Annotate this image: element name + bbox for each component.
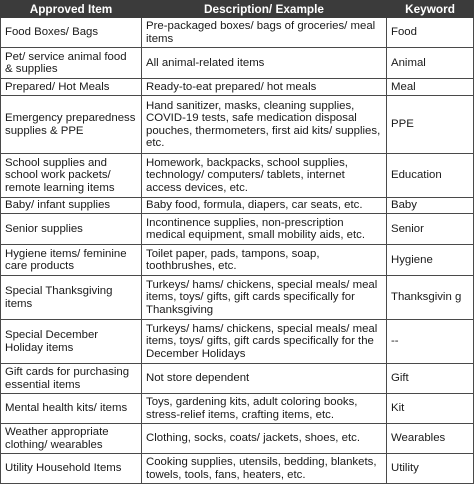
table-row <box>1 364 474 394</box>
approved-item-cell: Baby/ infant supplies <box>1 198 142 214</box>
keyword-cell: Utility <box>387 454 474 484</box>
header-approved-item: Approved Item <box>1 1 142 18</box>
approved-item-cell: Special Thanksgiving items <box>1 276 142 320</box>
keyword-cell: Kit <box>387 394 474 424</box>
description-cell: All animal-related items <box>142 48 387 79</box>
approved-item-cell: Senior supplies <box>1 214 142 245</box>
keyword-cell: PPE <box>387 96 474 154</box>
approved-item-cell: Utility Household Items <box>1 454 142 484</box>
keyword-cell: Thanksgivin g <box>387 276 474 320</box>
table-row <box>1 96 474 154</box>
table-row <box>1 79 474 96</box>
description-cell: Toilet paper, pads, tampons, soap, toothbrushes, etc. <box>142 245 387 276</box>
description-cell: Pre-packaged boxes/ bags of groceries/ meal items <box>142 18 387 48</box>
description-cell: Toys, gardening kits, adult coloring books, stress-relief items, crafting items, etc. <box>142 394 387 424</box>
table-row <box>1 198 474 214</box>
table-row <box>1 424 474 454</box>
table-row <box>1 276 474 320</box>
description-cell: Homework, backpacks, school supplies, technology/ computers/ tablets, internet access devices, etc. <box>142 154 387 198</box>
description-cell: Ready-to-eat prepared/ hot meals <box>142 79 387 96</box>
keyword-cell: Gift <box>387 364 474 394</box>
approved-item-cell: Mental health kits/ items <box>1 394 142 424</box>
description-cell: Baby food, formula, diapers, car seats, etc. <box>142 198 387 214</box>
approved-item-cell: School supplies and school work packets/ remote learning items <box>1 154 142 198</box>
keyword-cell: Wearables <box>387 424 474 454</box>
description-cell: Cooking supplies, utensils, bedding, blankets, towels, tools, fans, heaters, etc. <box>142 454 387 484</box>
keyword-cell: Animal <box>387 48 474 79</box>
approved-item-cell: Emergency preparedness supplies & PPE <box>1 96 142 154</box>
approved-item-cell: Gift cards for purchasing essential items <box>1 364 142 394</box>
table-row <box>1 154 474 198</box>
keyword-cell: -- <box>387 320 474 364</box>
approved-item-cell: Hygiene items/ feminine care products <box>1 245 142 276</box>
description-cell: Turkeys/ hams/ chickens, special meals/ meal items, toys/ gifts, gift cards specifically for the December Holidays <box>142 320 387 364</box>
description-cell: Hand sanitizer, masks, cleaning supplies, COVID-19 tests, safe medication disposal pouches, thermometers, first aid kits/ supplies, etc. <box>142 96 387 154</box>
description-cell: Clothing, socks, coats/ jackets, shoes, etc. <box>142 424 387 454</box>
header-keyword: Keyword <box>387 1 474 18</box>
table-row <box>1 454 474 484</box>
table-row <box>1 394 474 424</box>
description-cell: Turkeys/ hams/ chickens, special meals/ meal items, toys/ gifts, gift cards specifically for Thanksgiving <box>142 276 387 320</box>
approved-item-cell: Pet/ service animal food & supplies <box>1 48 142 79</box>
table-row <box>1 48 474 79</box>
approved-item-cell: Prepared/ Hot Meals <box>1 79 142 96</box>
keyword-cell: Education <box>387 154 474 198</box>
description-cell: Not store dependent <box>142 364 387 394</box>
description-cell: Incontinence supplies, non-prescription medical equipment, small mobility aids, etc. <box>142 214 387 245</box>
table-row <box>1 18 474 48</box>
table-row <box>1 214 474 245</box>
keyword-cell: Baby <box>387 198 474 214</box>
keyword-cell: Food <box>387 18 474 48</box>
approved-item-cell: Food Boxes/ Bags <box>1 18 142 48</box>
approved-item-cell: Special December Holiday items <box>1 320 142 364</box>
keyword-cell: Meal <box>387 79 474 96</box>
approved-item-cell: Weather appropriate clothing/ wearables <box>1 424 142 454</box>
header-row <box>1 1 474 18</box>
header-description: Description/ Example <box>142 1 387 18</box>
table-row <box>1 320 474 364</box>
keyword-cell: Senior <box>387 214 474 245</box>
table-row <box>1 245 474 276</box>
keyword-cell: Hygiene <box>387 245 474 276</box>
